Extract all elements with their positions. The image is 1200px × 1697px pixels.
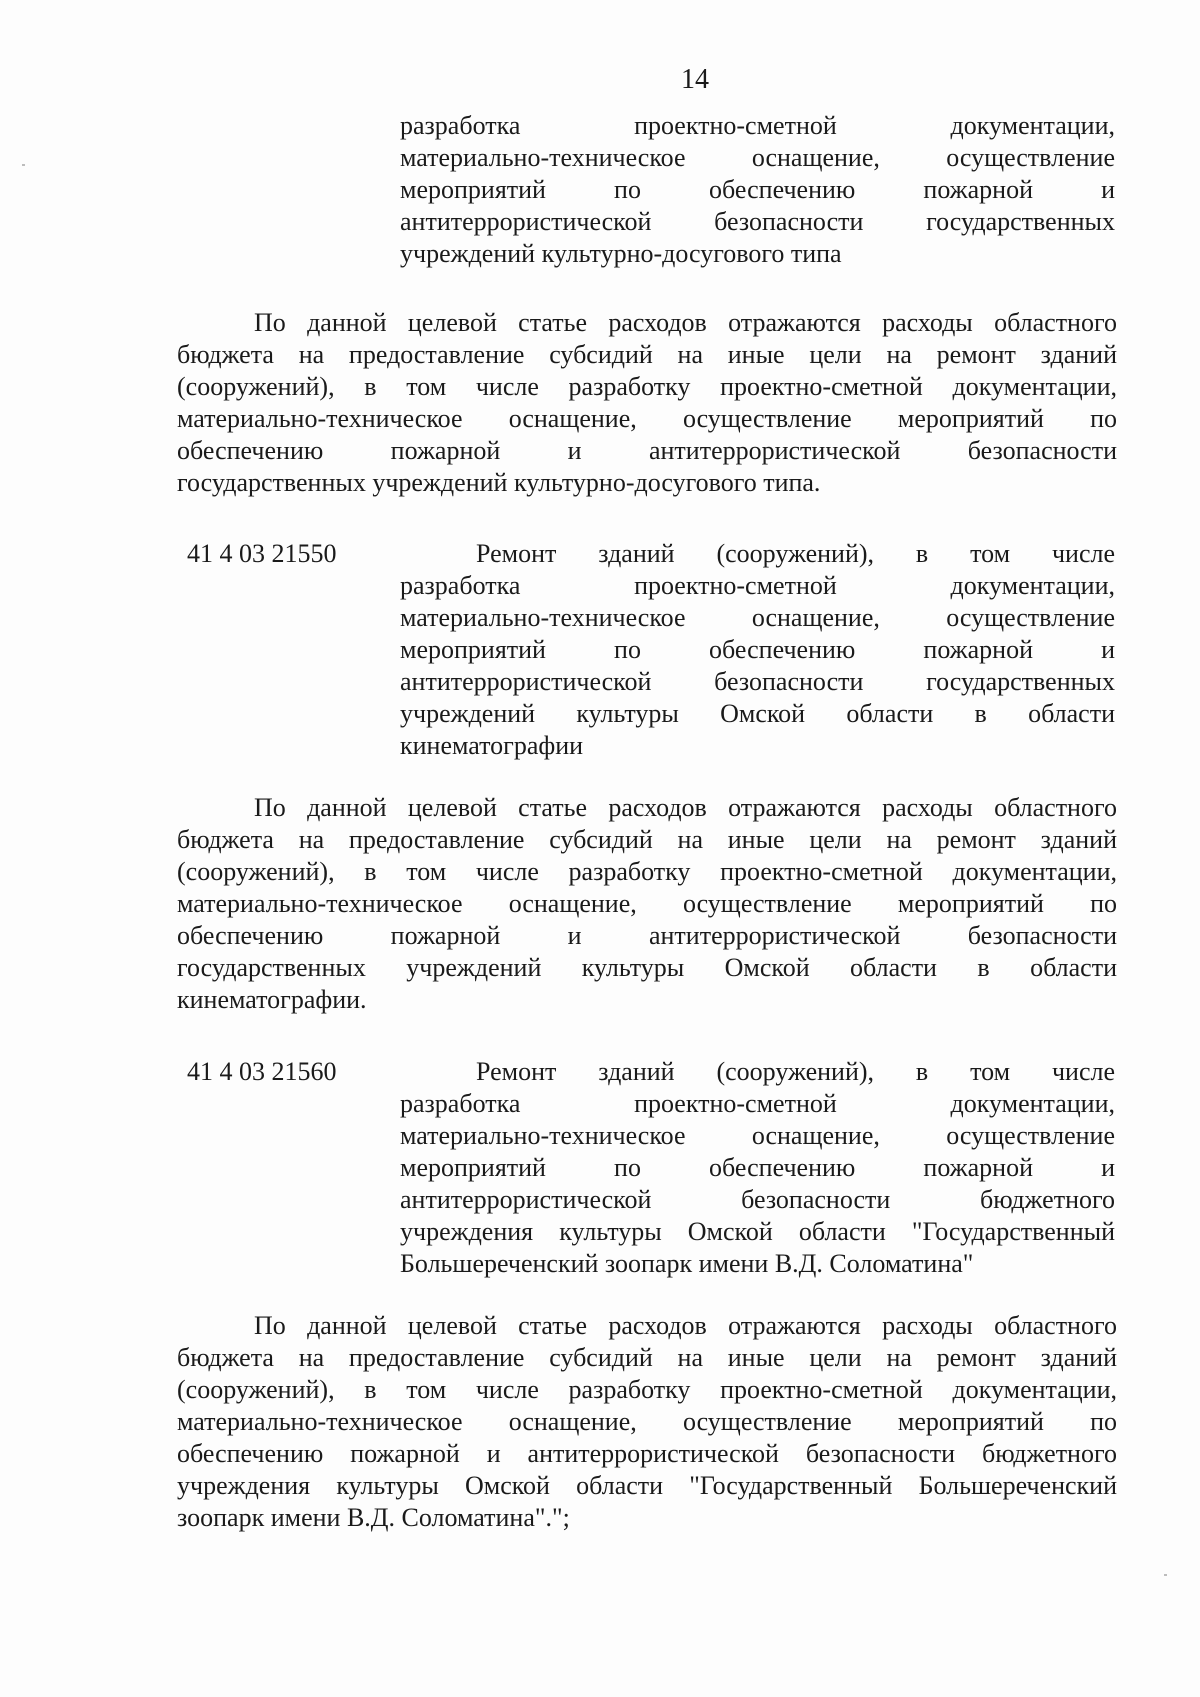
page-number: 14 [681, 64, 709, 95]
section-1-description [400, 110, 1115, 270]
budget-code: 41 4 03 21560 [187, 1057, 337, 1086]
description-line: материально-техническое оснащение, осуществление [400, 1121, 1115, 1150]
description-line: мероприятий по обеспечению пожарной и [400, 175, 1115, 204]
section-1-paragraph [177, 307, 1117, 499]
paragraph-line: государственных учреждений культурно-досугового типа. [177, 468, 821, 497]
description-line: материально-техническое оснащение, осуществление [400, 603, 1115, 632]
paragraph-line: По данной целевой статье расходов отражаются расходы областного [254, 1311, 1117, 1340]
paragraph-line: По данной целевой статье расходов отражаются расходы областного [254, 308, 1117, 337]
description-line: кинематографии [400, 731, 584, 760]
budget-code: 41 4 03 21550 [187, 539, 337, 568]
description-line: мероприятий по обеспечению пожарной и [400, 1153, 1115, 1182]
section-2-description [400, 538, 1115, 762]
description-line: антитеррористической безопасности государственных [400, 667, 1115, 696]
paragraph-line: учреждения культуры Омской области "Государственный Большереченский [177, 1471, 1117, 1500]
section-3-paragraph [177, 1310, 1117, 1534]
paragraph-line: обеспечению пожарной и антитеррористической безопасности [177, 921, 1117, 950]
description-line: Большереченский зоопарк имени В.Д. Соломатина" [400, 1249, 974, 1278]
description-line: учреждений культурно-досугового типа [400, 239, 842, 268]
paragraph-line: обеспечению пожарной и антитеррористической безопасности [177, 436, 1117, 465]
paragraph-line: бюджета на предоставление субсидий на иные цели на ремонт зданий [177, 340, 1117, 369]
section-2-paragraph [177, 792, 1117, 1016]
description-line: материально-техническое оснащение, осуществление [400, 143, 1115, 172]
paragraph-line: (сооружений), в том числе разработку проектно-сметной документации, [177, 1375, 1117, 1404]
description-line: антитеррористической безопасности государственных [400, 207, 1115, 236]
paragraph-line: (сооружений), в том числе разработку проектно-сметной документации, [177, 372, 1117, 401]
description-line: учреждения культуры Омской области "Государственный [400, 1217, 1115, 1246]
paragraph-line: материально-техническое оснащение, осуществление мероприятий по [177, 889, 1117, 918]
description-line: разработка проектно-сметной документации, [400, 571, 1115, 600]
paragraph-line: государственных учреждений культуры Омской области в области [177, 953, 1117, 982]
section-3-description [400, 1056, 1115, 1280]
description-line: мероприятий по обеспечению пожарной и [400, 635, 1115, 664]
paragraph-line: зоопарк имени В.Д. Соломатина"."; [177, 1503, 570, 1532]
description-line: Ремонт зданий (сооружений), в том числе [476, 539, 1115, 568]
paragraph-line: кинематографии. [177, 985, 367, 1014]
description-line: разработка проектно-сметной документации, [400, 1089, 1115, 1118]
paragraph-line: обеспечению пожарной и антитеррористической безопасности бюджетного [177, 1439, 1117, 1468]
description-line: антитеррористической безопасности бюджетного [400, 1185, 1115, 1214]
description-line: учреждений культуры Омской области в области [400, 699, 1115, 728]
paragraph-line: материально-техническое оснащение, осуществление мероприятий по [177, 1407, 1117, 1436]
paragraph-line: бюджета на предоставление субсидий на иные цели на ремонт зданий [177, 1343, 1117, 1372]
description-line: разработка проектно-сметной документации, [400, 111, 1115, 140]
paragraph-line: бюджета на предоставление субсидий на иные цели на ремонт зданий [177, 825, 1117, 854]
scan-speck [1164, 1574, 1167, 1576]
description-line: Ремонт зданий (сооружений), в том числе [476, 1057, 1115, 1086]
scan-speck [22, 164, 25, 166]
paragraph-line: (сооружений), в том числе разработку проектно-сметной документации, [177, 857, 1117, 886]
paragraph-line: материально-техническое оснащение, осуществление мероприятий по [177, 404, 1117, 433]
paragraph-line: По данной целевой статье расходов отражаются расходы областного [254, 793, 1117, 822]
